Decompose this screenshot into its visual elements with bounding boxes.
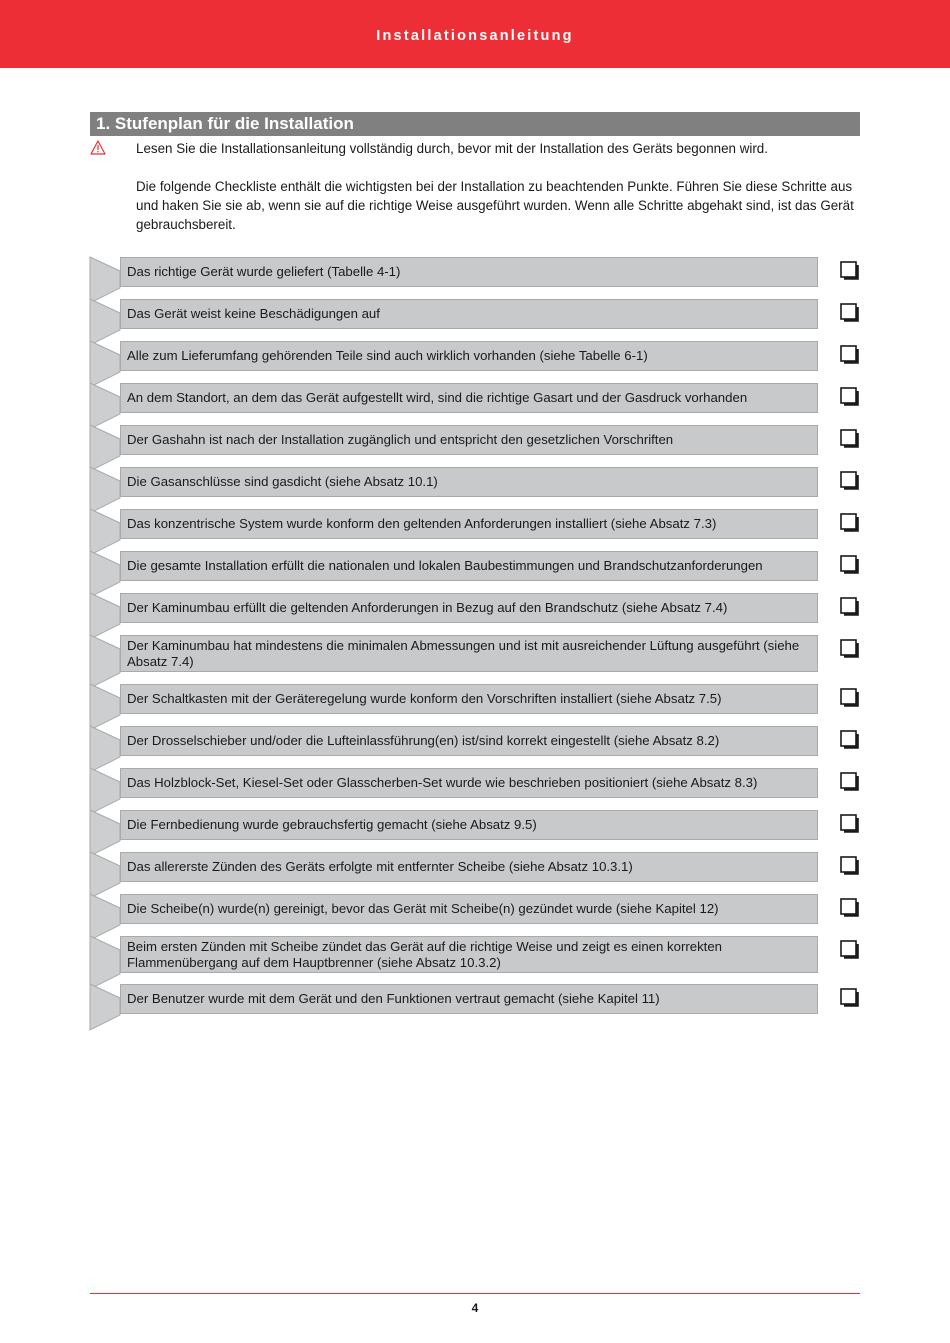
checklist-item — [120, 509, 818, 539]
checklist-item-label: Der Gashahn ist nach der Installation zugänglich und entspricht den gesetzlichen Vorschriften — [127, 432, 674, 447]
checklist-chevron — [90, 425, 120, 471]
checkbox-icon[interactable] — [840, 513, 859, 532]
checklist-item-label: Das allererste Zünden des Geräts erfolgte mit entfernter Scheibe (siehe Absatz 10.3.1) — [127, 859, 633, 874]
checkbox-icon[interactable] — [840, 814, 859, 833]
checklist-item-label: Die gesamte Installation erfüllt die nationalen und lokalen Baubestimmungen und Brandschutzanforderungen — [127, 558, 763, 573]
checkbox-icon[interactable] — [840, 261, 859, 280]
intro-description: Die folgende Checkliste enthält die wichtigsten bei der Installation zu beachtenden Punkte. Führen Sie diese Schritte aus und haken Sie sie ab, wenn sie auf die richtige Weise ausgeführt wurden. Wenn alle Schritte abgehakt sind, ist das Gerät gebrauchsbereit. — [136, 179, 854, 232]
checkbox-icon[interactable] — [840, 303, 859, 322]
checkbox-icon[interactable] — [840, 429, 859, 448]
checklist-item-label: Das richtige Gerät wurde geliefert (Tabelle 4-1) — [127, 264, 401, 279]
checkbox-icon[interactable] — [840, 730, 859, 749]
checklist-item — [120, 768, 818, 798]
checklist-item — [120, 894, 818, 924]
checkbox-icon[interactable] — [840, 772, 859, 791]
checklist-item — [120, 467, 818, 497]
checklist-chevron — [90, 936, 120, 989]
checklist-item-label: Beim ersten Zünden mit Scheibe zündet das Gerät auf die richtige Weise und zeigt es einen korrekten Flammenübergang auf dem Hauptbrenner (siehe Absatz 10.3.2) — [127, 938, 722, 970]
checklist-item — [120, 936, 818, 973]
checkbox-icon[interactable] — [840, 898, 859, 917]
checklist-item-label: Der Schaltkasten mit der Geräteregelung wurde konform den Vorschriften installiert (siehe Absatz 7.5) — [127, 691, 722, 706]
checklist-item-label: Der Drosselschieber und/oder die Lufteinlassführung(en) ist/sind korrekt eingestellt (siehe Absatz 8.2) — [127, 733, 720, 748]
checklist-chevron — [90, 810, 120, 856]
checklist-item — [120, 425, 818, 455]
checklist-item — [120, 257, 818, 287]
checkbox-icon[interactable] — [840, 387, 859, 406]
section-title: 1. Stufenplan für die Installation — [90, 112, 860, 136]
checklist-item-label: Die Scheibe(n) wurde(n) gereinigt, bevor das Gerät mit Scheibe(n) gezündet wurde (siehe Kapitel 12) — [127, 901, 719, 916]
checklist-item-label: Das konzentrische System wurde konform den geltenden Anforderungen installiert (siehe Absatz 7.3) — [127, 516, 717, 531]
checklist-item — [120, 635, 818, 672]
checkbox-icon[interactable] — [840, 597, 859, 616]
checkbox-icon[interactable] — [840, 639, 859, 658]
checkbox-icon[interactable] — [840, 988, 859, 1007]
checklist-item — [120, 852, 818, 882]
checklist-item-label: Das Holzblock-Set, Kiesel-Set oder Glasscherben-Set wurde wie beschrieben positioniert (siehe Absatz 8.3) — [127, 775, 758, 790]
checklist-chevron — [90, 593, 120, 639]
checklist-chevron — [90, 383, 120, 429]
checkbox-icon[interactable] — [840, 856, 859, 875]
checklist-chevron — [90, 852, 120, 898]
checklist-chevron — [90, 509, 120, 555]
checklist-item — [120, 383, 818, 413]
checkbox-icon[interactable] — [840, 345, 859, 364]
checklist-item-label: Der Kaminumbau erfüllt die geltenden Anforderungen in Bezug auf den Brandschutz (siehe Absatz 7.4) — [127, 600, 728, 615]
header-title: Installationsanleitung — [376, 28, 574, 44]
checklist-item-label: Die Fernbedienung wurde gebrauchsfertig gemacht (siehe Absatz 9.5) — [127, 817, 537, 832]
checklist-chevron — [90, 768, 120, 814]
checkbox-icon[interactable] — [840, 688, 859, 707]
checklist-item — [120, 593, 818, 623]
checklist-item — [120, 551, 818, 581]
checklist-item-label: Das Gerät weist keine Beschädigungen auf — [127, 306, 380, 321]
checklist-item — [120, 341, 818, 371]
checklist-chevron — [90, 894, 120, 940]
checklist-item — [120, 299, 818, 329]
checklist-chevron — [90, 684, 120, 730]
footer-divider — [90, 1293, 860, 1294]
checklist-chevron — [90, 726, 120, 772]
checklist-chevron — [90, 984, 120, 1030]
page-number: 4 — [471, 1301, 479, 1315]
checklist-item — [120, 684, 818, 714]
checklist-chevron — [90, 257, 120, 303]
warning-text: Lesen Sie die Installationsanleitung vollständig durch, bevor mit der Installation des Geräts begonnen wird. — [136, 141, 768, 156]
checkbox-icon[interactable] — [840, 555, 859, 574]
checklist-item-label: An dem Standort, an dem das Gerät aufgestellt wird, sind die richtige Gasart und der Gasdruck vorhanden — [127, 390, 748, 405]
checklist-item-label: Der Kaminumbau hat mindestens die minimalen Abmessungen und ist mit ausreichender Lüftung ausgeführt (siehe Absatz 7.4) — [127, 637, 800, 669]
checklist-item-label: Der Benutzer wurde mit dem Gerät und den Funktionen vertraut gemacht (siehe Kapitel 11) — [127, 991, 660, 1006]
checklist-chevron — [90, 299, 120, 345]
checklist-item — [120, 726, 818, 756]
checklist-item — [120, 810, 818, 840]
checkbox-icon[interactable] — [840, 471, 859, 490]
checklist-chevron — [90, 467, 120, 513]
checkbox-icon[interactable] — [840, 940, 859, 959]
checklist-chevron — [90, 635, 120, 688]
checklist-item-label: Die Gasanschlüsse sind gasdicht (siehe Absatz 10.1) — [127, 474, 438, 489]
checklist-chevron — [90, 341, 120, 387]
checklist-item — [120, 984, 818, 1014]
checklist-chevron — [90, 551, 120, 597]
checklist-item-label: Alle zum Lieferumfang gehörenden Teile sind auch wirklich vorhanden (siehe Tabelle 6-1) — [127, 348, 648, 363]
